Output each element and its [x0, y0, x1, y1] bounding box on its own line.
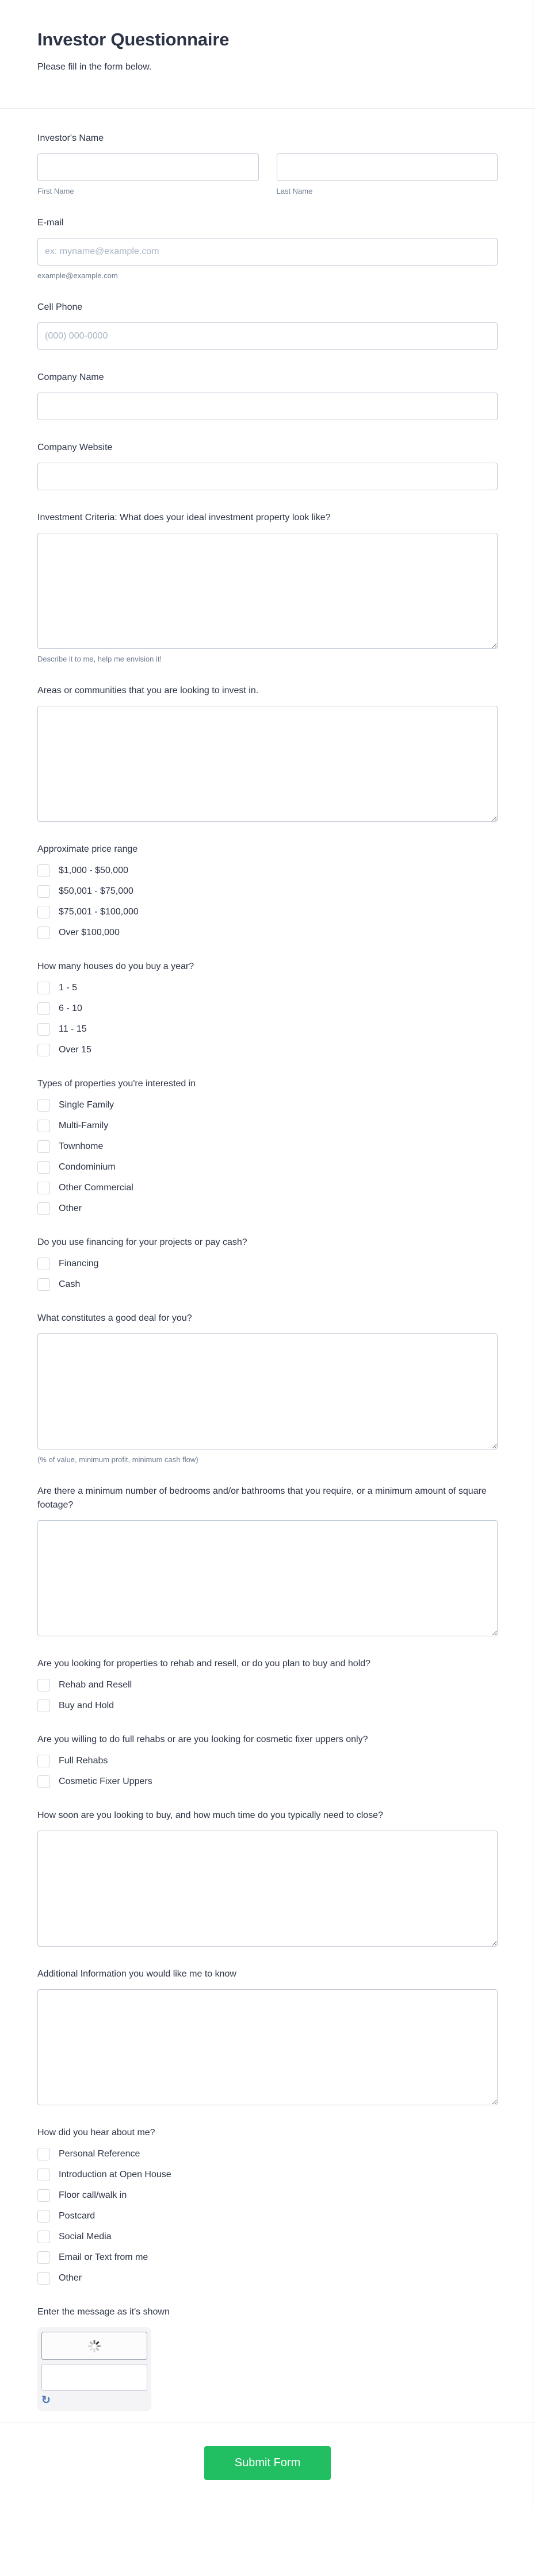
price-range-option-3-checkbox[interactable] [37, 906, 50, 918]
price-range-option-1-checkbox[interactable] [37, 864, 50, 877]
rehab-or-hold-option-1 [37, 1679, 498, 1691]
field-houses-per-year [37, 960, 498, 1056]
bedrooms-textarea[interactable] [37, 1520, 498, 1636]
checkbox-label: Financing [59, 1259, 99, 1268]
field-bedrooms [37, 1485, 498, 1636]
property-types-option-5-checkbox[interactable] [37, 1182, 50, 1194]
financing-option-1 [37, 1258, 498, 1270]
checkbox-label: Cash [59, 1279, 81, 1289]
field-investor-name [37, 132, 498, 195]
referral-option-2 [37, 2169, 498, 2181]
referral-option-4-checkbox[interactable] [37, 2210, 50, 2223]
captcha-refresh-icon[interactable]: ↻ [41, 2394, 51, 2406]
field-email [37, 216, 498, 280]
checkbox-label: Other Commercial [59, 1183, 133, 1193]
good-deal-textarea[interactable] [37, 1333, 498, 1450]
investment-criteria-label: Investment Criteria: What does your ideal investment property look like? [37, 513, 331, 522]
submit-button[interactable]: Submit Form [204, 2446, 331, 2480]
rehab-or-hold-option-2-checkbox[interactable] [37, 1700, 50, 1712]
field-investment-criteria [37, 511, 498, 663]
checkbox-label: $1,000 - $50,000 [59, 866, 128, 875]
checkbox-label: 11 - 15 [59, 1024, 87, 1034]
price-range-label: Approximate price range [37, 844, 138, 854]
first-name-sublabel: First Name [37, 187, 74, 195]
email-input[interactable] [37, 238, 498, 266]
referral-option-5-checkbox[interactable] [37, 2231, 50, 2243]
price-range-option-2-checkbox[interactable] [37, 885, 50, 898]
field-property-types [37, 1077, 498, 1215]
form-footer [0, 2423, 535, 2509]
checkbox-label: $50,001 - $75,000 [59, 886, 133, 896]
checkbox-label: Cosmetic Fixer Uppers [59, 1777, 152, 1786]
property-types-label: Types of properties you're interested in [37, 1079, 196, 1089]
checkbox-label: Postcard [59, 2211, 95, 2221]
first-name-input[interactable] [37, 153, 259, 181]
field-referral [37, 2126, 498, 2285]
rehab-level-option-1-checkbox[interactable] [37, 1755, 50, 1767]
price-range-option-1 [37, 864, 498, 877]
referral-option-7 [37, 2272, 498, 2285]
checkbox-label: $75,001 - $100,000 [59, 907, 139, 917]
areas-label: Areas or communities that you are looking to invest in. [37, 686, 259, 695]
field-how-soon [37, 1809, 498, 1947]
checkbox-label: Over $100,000 [59, 928, 120, 937]
checkbox-label: Over 15 [59, 1045, 91, 1055]
checkbox-label: Condominium [59, 1162, 116, 1172]
property-types-option-3 [37, 1140, 498, 1153]
referral-option-5 [37, 2231, 498, 2243]
field-rehab-or-hold [37, 1657, 498, 1712]
price-range-option-3 [37, 906, 498, 918]
houses-per-year-label: How many houses do you buy a year? [37, 962, 194, 971]
bedrooms-label: Are there a minimum number of bedrooms and/or bathrooms that you require, or a minimum amount of square footage? [37, 1486, 487, 1510]
last-name-sublabel: Last Name [276, 187, 313, 195]
company-website-label: Company Website [37, 443, 113, 452]
checkbox-label: Townhome [59, 1141, 104, 1151]
additional-info-label: Additional Information you would like me to know [37, 1969, 236, 1979]
financing-option-1-checkbox[interactable] [37, 1258, 50, 1270]
price-range-option-2 [37, 885, 498, 898]
areas-textarea[interactable] [37, 706, 498, 822]
field-good-deal [37, 1312, 498, 1464]
financing-label: Do you use financing for your projects or pay cash? [37, 1237, 247, 1247]
captcha-widget [37, 2327, 151, 2411]
property-types-option-6-checkbox[interactable] [37, 1202, 50, 1215]
additional-info-textarea[interactable] [37, 1989, 498, 2105]
investment-criteria-textarea[interactable] [37, 533, 498, 649]
page-subtitle: Please fill in the form below. [37, 62, 152, 72]
captcha-image [41, 2332, 147, 2360]
rehab-level-label: Are you willing to do full rehabs or are you looking for cosmetic fixer uppers only? [37, 1735, 368, 1744]
property-types-option-4 [37, 1161, 498, 1174]
rehab-level-option-2-checkbox[interactable] [37, 1775, 50, 1788]
rehab-or-hold-label: Are you looking for properties to rehab and resell, or do you plan to buy and hold? [37, 1659, 371, 1668]
property-types-option-1 [37, 1099, 498, 1112]
checkbox-label: 6 - 10 [59, 1004, 82, 1013]
houses-per-year-option-3-checkbox[interactable] [37, 1023, 50, 1036]
checkbox-label: Floor call/walk in [59, 2190, 127, 2200]
price-range-option-4-checkbox[interactable] [37, 926, 50, 939]
referral-option-1-checkbox[interactable] [37, 2148, 50, 2160]
referral-option-1 [37, 2148, 498, 2160]
referral-option-4 [37, 2210, 498, 2223]
field-rehab-level [37, 1733, 498, 1788]
good-deal-sublabel: (% of value, minimum profit, minimum cash flow) [37, 1455, 198, 1464]
how-soon-label: How soon are you looking to buy, and how much time do you typically need to close? [37, 1810, 383, 1820]
checkbox-label: Single Family [59, 1100, 114, 1110]
field-company-name [37, 371, 498, 420]
checkbox-label: Full Rehabs [59, 1756, 108, 1766]
form-header [0, 0, 535, 74]
checkbox-label: Introduction at Open House [59, 2170, 171, 2179]
investment-criteria-sublabel: Describe it to me, help me envision it! [37, 655, 162, 663]
property-types-option-6 [37, 1202, 498, 1215]
company-website-input[interactable] [37, 463, 498, 490]
field-additional-info [37, 1967, 498, 2105]
field-company-website [37, 441, 498, 490]
form-body [0, 109, 535, 2411]
field-financing [37, 1236, 498, 1291]
email-label: E-mail [37, 218, 64, 228]
property-types-option-2 [37, 1120, 498, 1132]
email-sublabel: example@example.com [37, 271, 118, 280]
good-deal-label: What constitutes a good deal for you? [37, 1313, 192, 1323]
captcha-input[interactable] [41, 2364, 147, 2391]
checkbox-label: Other [59, 1204, 82, 1213]
checkbox-label: Buy and Hold [59, 1701, 114, 1710]
checkbox-label: Personal Reference [59, 2149, 140, 2159]
field-price-range [37, 843, 498, 939]
referral-label: How did you hear about me? [37, 2128, 155, 2137]
checkbox-label: Other [59, 2273, 82, 2283]
checkbox-label: Email or Text from me [59, 2252, 148, 2262]
company-name-input[interactable] [37, 393, 498, 420]
referral-option-6-checkbox[interactable] [37, 2251, 50, 2264]
property-types-option-3-checkbox[interactable] [37, 1140, 50, 1153]
investor-name-label: Investor's Name [37, 133, 104, 143]
checkbox-label: Social Media [59, 2232, 112, 2241]
captcha-label: Enter the message as it's shown [37, 2307, 170, 2317]
last-name-input[interactable] [277, 153, 498, 181]
houses-per-year-option-1-checkbox[interactable] [37, 982, 50, 994]
company-name-label: Company Name [37, 372, 104, 382]
field-cell-phone [37, 301, 498, 350]
field-areas [37, 684, 498, 822]
rehab-level-option-1 [37, 1755, 498, 1767]
financing-option-2-checkbox[interactable] [37, 1278, 50, 1291]
property-types-option-4-checkbox[interactable] [37, 1161, 50, 1174]
cell-phone-input[interactable] [37, 322, 498, 350]
property-types-option-1-checkbox[interactable] [37, 1099, 50, 1112]
property-types-option-2-checkbox[interactable] [37, 1120, 50, 1132]
rehab-level-option-2 [37, 1775, 498, 1788]
referral-option-2-checkbox[interactable] [37, 2169, 50, 2181]
cell-phone-label: Cell Phone [37, 302, 83, 312]
referral-option-7-checkbox[interactable] [37, 2272, 50, 2285]
field-captcha [37, 2305, 498, 2411]
rehab-or-hold-option-2 [37, 1700, 498, 1712]
referral-option-3 [37, 2189, 498, 2202]
price-range-option-4 [37, 926, 498, 939]
houses-per-year-option-2 [37, 1002, 498, 1015]
property-types-option-5 [37, 1182, 498, 1194]
houses-per-year-option-4 [37, 1044, 498, 1056]
loading-spinner-icon [87, 2339, 102, 2354]
how-soon-textarea[interactable] [37, 1831, 498, 1947]
houses-per-year-option-1 [37, 982, 498, 994]
checkbox-label: 1 - 5 [59, 983, 78, 993]
checkbox-label: Multi-Family [59, 1121, 109, 1131]
referral-option-3-checkbox[interactable] [37, 2189, 50, 2202]
referral-option-6 [37, 2251, 498, 2264]
checkbox-label: Rehab and Resell [59, 1680, 132, 1690]
rehab-or-hold-option-1-checkbox[interactable] [37, 1679, 50, 1691]
page-title: Investor Questionnaire [37, 29, 230, 49]
houses-per-year-option-2-checkbox[interactable] [37, 1002, 50, 1015]
financing-option-2 [37, 1278, 498, 1291]
houses-per-year-option-4-checkbox[interactable] [37, 1044, 50, 1056]
houses-per-year-option-3 [37, 1023, 498, 1036]
